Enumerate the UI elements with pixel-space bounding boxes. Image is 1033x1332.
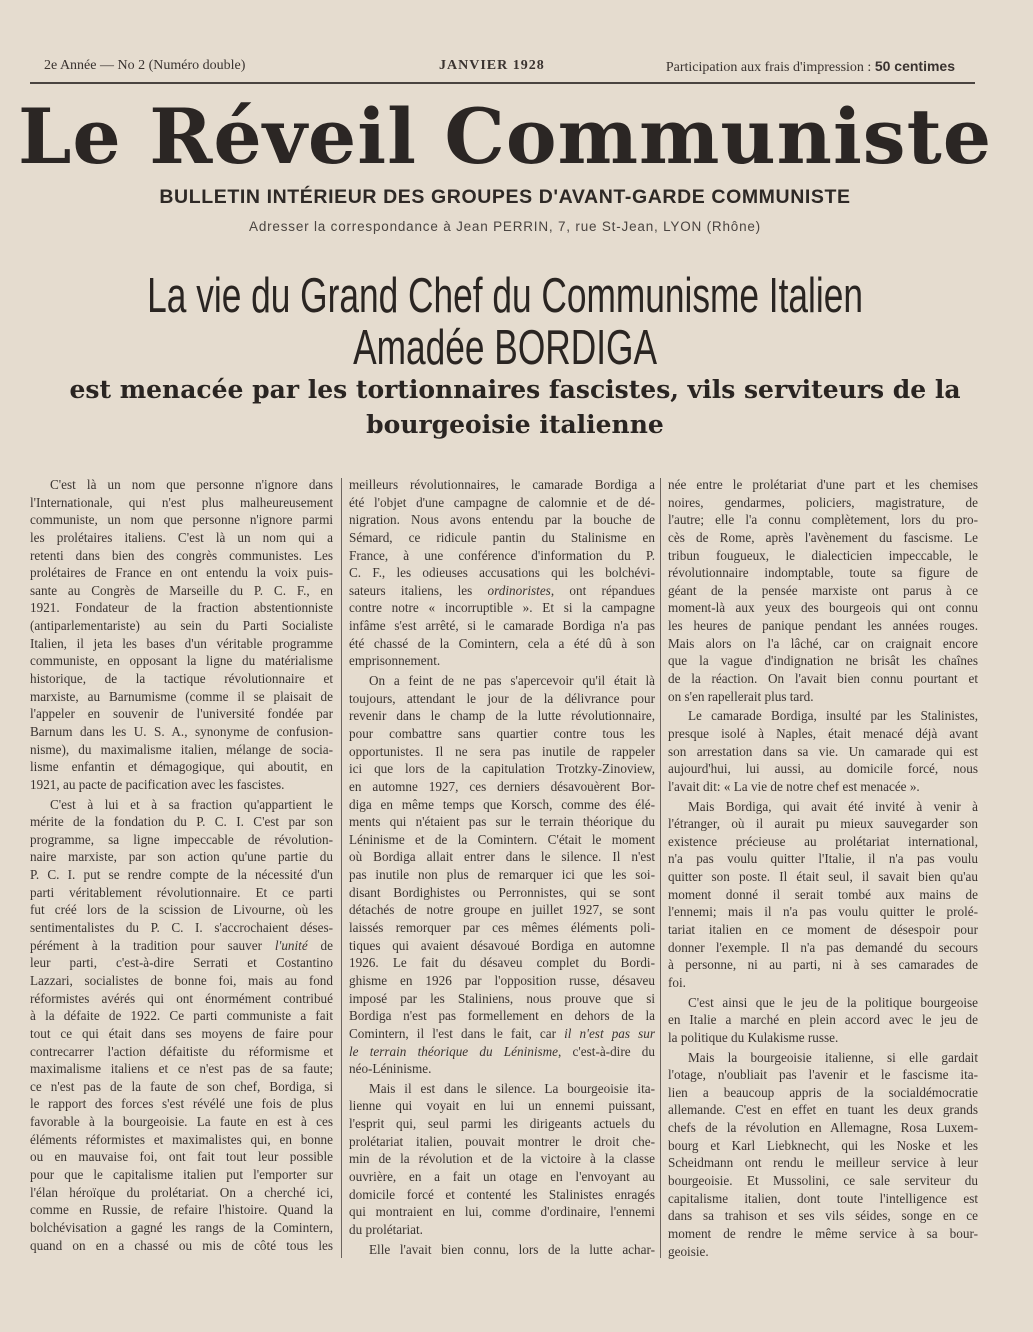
text-line: l'étranger, où il aurait pu mieux sauvegarder son (668, 816, 978, 832)
text-line: marxiste, au Barnumisme (comme il se plaisait de (30, 688, 333, 704)
article-paragraph (668, 1049, 978, 1261)
text-line: l'avait dit: « La vie de notre chef est menacée ». (668, 778, 920, 794)
text-line: prolétaires de France en ont entendu la voix puis- (30, 565, 333, 581)
article-paragraph (30, 476, 333, 794)
text-line: le rapport des forces s'est révélé une fois de plus (30, 1096, 333, 1112)
text-line: contre notre « incorruptible ». Et si la campagne (349, 600, 655, 616)
text-line: laissés remorquer par ces mêmes éléments poli- (349, 920, 655, 936)
text-line: imposé par les Staliniens, nous prouve que si (349, 990, 655, 1006)
text-line: Mais la bourgeoisie italienne, si elle gardait (688, 1049, 978, 1065)
article-paragraph (668, 798, 978, 992)
text-line: dans sa trahison et ses vils séides, songe en ce (668, 1208, 978, 1224)
text-line: 1921, au pacte de pacification avec les fascistes. (30, 776, 285, 792)
headline-line-1 (0, 268, 1010, 324)
text-line: Léninisme et de la Comintern. C'était le moment (349, 831, 655, 847)
text-line: ou en mauvaise foi, ont fait tout leur possible (30, 1149, 333, 1165)
text-line: fut créé lors de la scission de Livourne, où les (30, 902, 333, 918)
header-rule (30, 82, 975, 84)
text-line: communiste, un nom que personne n'ignore parmi (30, 512, 333, 528)
text-line: à la défaite de 1922. Ce parti communiste a fait (30, 1008, 333, 1024)
text-line: allemande. C'est en effet en tuant les deux grands (668, 1102, 978, 1118)
text-line: min de la révolution et de la victoire à la classe (349, 1151, 655, 1167)
text-line: l'esprit qui, seul parmi les dirigeants actuels du (349, 1116, 655, 1132)
text-line: France, à une conférence d'information du P. (349, 547, 655, 563)
text-line: quitter son poste. Il était seul, il savait bien qu'au (668, 869, 978, 885)
text-line: géant de la pensée marxiste ont parus à ce (668, 582, 978, 598)
text-line: que la vague d'indignation ne brisât les chaînes (668, 653, 978, 669)
text-line: C'est ainsi que le jeu de la politique bourgeoise (688, 994, 978, 1010)
text-line: tout ce qui était dans ses moyens de faire pour (30, 1025, 333, 1041)
text-line: tiques qui avaient désavoué Bordiga en automne (349, 937, 655, 953)
text-line: bourgeoisie. Et Mussolini, ce sale serviteur du (668, 1172, 978, 1188)
text-line: infâme s'est arrêté, si le camarade Bordiga n'a pas (349, 618, 655, 634)
text-line: en Italie a marché en plein accord avec le jeu de (668, 1012, 978, 1028)
text-line: pas inutile non plus de remarquer ici que les soi- (349, 867, 655, 883)
headline-text: La vie du Grand Chef du Communisme Italien (147, 269, 863, 323)
text-line: tariat italien en ce moment de désespoir pour (668, 922, 978, 938)
subheadline-line-2: bourgeoisie italienne (366, 410, 664, 439)
text-line: sentimentalistes du P. C. I. s'accrochaient déses- (30, 920, 333, 936)
text-line (30, 937, 333, 955)
text-line: contrecarrer l'action défaitiste du réformisme et (30, 1043, 333, 1059)
text-line: domicile forcé et contenté les Stalinistes enragés (349, 1186, 655, 1202)
text-line: favorable à la bourgeoisie. La faute en est à ces (30, 1114, 333, 1130)
text-line: C'est à lui et à sa fraction qu'appartient le (50, 796, 333, 812)
text-line: 1921. Fondateur de la fraction abstentionniste (30, 600, 333, 616)
text-line: Elle l'avait bien connu, lors de la lutte achar- (369, 1241, 655, 1257)
article-column-1 (30, 476, 333, 1256)
text-segment: Comintern, il l'est dans le fait, car (349, 1025, 565, 1041)
article-column-3 (668, 476, 978, 1262)
text-segment: , ont répandues (550, 582, 656, 598)
text-line: l'élan héroïque du prolétariat. On a cherché ici, (30, 1184, 333, 1200)
text-line: ouvrière, en a fait un otage en l'envoyant au (349, 1168, 655, 1184)
text-line: lisme enfantin et démagogique, qui aboutit, en (30, 759, 333, 775)
text-line: son arrestation dans sa vie. Un camarade qui est (668, 743, 978, 759)
text-line: Sémard, ce ridicule pantin du Stalinisme en (349, 529, 655, 545)
text-line: été chassé de la Comintern, cela a été dû à son (349, 635, 655, 651)
text-line: presque isolé à Naples, était menacé déjà avant (668, 725, 978, 741)
text-line: Lazzari, socialistes de bonne foi, mais au fond (30, 972, 333, 988)
text-line: moment de rendre le même service à sa bour- (668, 1225, 978, 1241)
text-line: foi. (668, 974, 686, 990)
issue-number: 2e Année — No 2 (Numéro double) (44, 58, 246, 73)
article-paragraph (668, 707, 978, 795)
text-line: 1926. Le fait du désaveu complet du Bordi- (349, 955, 655, 971)
text-line: l'otage, n'oubliait pas l'avenir et le fascisme ita- (668, 1067, 978, 1083)
text-line: les prolétaires italiens. C'est là un nom qui a (30, 529, 333, 545)
text-line: tribun fougueux, le dialecticien impeccable, le (668, 547, 978, 563)
headline-text: Amadée BORDIGA (353, 321, 657, 375)
text-line: bourg et Karl Liebknecht, qui les Noske et les (668, 1137, 978, 1153)
text-line: On a feint de ne pas s'apercevoir qu'il était là (369, 673, 655, 689)
text-line: on s'en rapellerait plus tard. (668, 688, 814, 704)
newspaper-title: Le Réveil Communiste (17, 92, 993, 181)
text-line: nisme), du maximalisme italien, mélange de socia- (30, 741, 333, 757)
text-line: aujourd'hui, lui aussi, au domicile forcé, nous (668, 761, 978, 777)
text-line: Italien, il jeta les bases d'un véritable programme (30, 635, 333, 651)
text-line: où Bordiga allait entrer dans le silence. Il n'est (349, 849, 655, 865)
issue-header (44, 58, 955, 78)
text-line: moment donné il serait tombé aux mains de (668, 886, 978, 902)
text-line: leur parti, c'est-à-dire Serrati et Costantino (30, 955, 333, 971)
text-line: C'est là un nom que personne n'ignore dans (50, 477, 333, 492)
text-segment: de (307, 937, 334, 953)
article-paragraph (349, 672, 655, 1078)
text-line: comme en Russie, de refaire l'histoire. Quand la (30, 1202, 333, 1218)
text-line: l'ennemi; mais il n'a pas voulu quitter le prolé- (668, 904, 978, 920)
text-line: qui montraient en lui, comme d'ordinaire, l'ennemi (349, 1204, 655, 1220)
text-line: en automne 1927, ces derniers désavouèrent Bor- (349, 778, 655, 794)
text-line: chefs de la révolution en Allemagne, Rosa Luxem- (668, 1120, 978, 1136)
text-line: ments qui n'étaient pas sur le terrain théorique du (349, 814, 655, 830)
text-line: cès de Rome, après l'avènement du fascisme. Le (668, 529, 978, 545)
text-line: lienne qui voyait en lui un ennemi puissant, (349, 1098, 655, 1114)
subheadline-line-1: est menacée par les tortionnaires fascistes, vils serviteurs de la (69, 375, 961, 404)
text-line: réformistes avérés qui ont énormément contribué (30, 990, 333, 1006)
article-paragraph (349, 1241, 655, 1259)
text-line: Mais Bordiga, qui avait été invité à venir à (688, 798, 978, 814)
italic-text: ordinoristes (487, 582, 551, 598)
text-line: bolchévisation a gagné les rangs de la Comintern, (30, 1219, 333, 1235)
text-line: l'Internationale, qui n'est plus malheureusement (30, 494, 333, 510)
text-line: parti véritablement révolutionnaire. Et ce parti (30, 884, 333, 900)
text-line (349, 582, 655, 600)
italic-text: il n'est pas sur (564, 1025, 655, 1041)
text-line: disant Bordighistes ou Perronnistes, qui se sont (349, 884, 655, 900)
text-line: historique, de la tactique révolutionnaire et (30, 671, 333, 687)
column-divider (341, 478, 342, 1258)
price-value: 50 centimes (874, 58, 955, 74)
text-line: du prolétariat. (349, 1221, 423, 1237)
article-column-2 (349, 476, 655, 1260)
text-segment: pérément à la tradition pour sauver (30, 937, 275, 953)
text-line: maximalisme italiens et ce n'est pas de sa faute; (30, 1061, 333, 1077)
text-line: prolétariat italien, pouvait montrer le droit che- (349, 1133, 655, 1149)
text-line: sante au Congrès de Marseille du P. C. F., en (30, 582, 333, 598)
italic-text: l'unité (274, 937, 308, 953)
newspaper-subtitle: BULLETIN INTÉRIEUR DES GROUPES D'AVANT-GARDE COMMUNISTE (159, 186, 851, 208)
text-line (349, 1025, 655, 1043)
text-line: éléments réformistes et maximalistes qui, en bonne (30, 1131, 333, 1147)
text-line: P. C. I. put se rendre compte de la nécessité d'un (30, 867, 333, 883)
article-paragraph (30, 796, 333, 1255)
text-line: pour que le capitalisme italien put l'emporter sur (30, 1166, 333, 1182)
text-line: ici que lors de la capitulation Trotzky-Zinoview, (349, 761, 655, 777)
text-line: meilleurs révolutionnaires, le camarade Bordiga a (349, 477, 655, 492)
text-line: C. F., les odieuses accusations qui les bolchévi- (349, 565, 655, 581)
text-line: mérite de la fondation du P. C. I. C'est par son (30, 814, 333, 830)
text-line: la politique du Kulakisme russe. (668, 1029, 839, 1045)
text-line: noires, gendarmes, policiers, magistrature, de (668, 494, 978, 510)
text-line: Mais il est dans le silence. La bourgeoisie ita- (369, 1080, 655, 1096)
text-line: diga en même temps que Korsch, comme des élé- (349, 796, 655, 812)
article-paragraph (668, 476, 978, 705)
article-paragraph (349, 476, 655, 670)
text-line: néo-Léninisme. (349, 1061, 432, 1077)
headline-line-2 (0, 320, 1010, 376)
text-line: née entre le prolétariat d'une part et les chemises (668, 477, 978, 492)
text-line: Scheidmann ont rendu le meilleur service à leur (668, 1155, 978, 1171)
text-line: naire marxiste, par son action qu'une partie du (30, 849, 333, 865)
text-line: révolutionnaire indomptable, toute sa figure de (668, 565, 978, 581)
text-line: existence précieuse au prolétariat international, (668, 833, 978, 849)
text-line: nigration. Nous avons entendu par la bouche de (349, 512, 655, 528)
column-divider (660, 478, 661, 1258)
text-line: (antiparlementariste) au sein du Parti Socialiste (30, 618, 333, 634)
text-line: donner l'exemple. Il n'a pas demandé du secours (668, 939, 978, 955)
text-line: Mais alors on l'a lâché, car on craignait encore (668, 635, 978, 651)
text-line: Le camarade Bordiga, insulté par les Stalinistes, (688, 708, 978, 724)
text-line: retenti dans bien des congrès communistes. Les (30, 547, 333, 563)
text-line: Bordiga n'est pas formellement en dehors de la (349, 1008, 655, 1024)
text-line: ghisme en 1926 par l'opposition russe, désaveu (349, 972, 655, 988)
text-segment: , c'est-à-dire du (558, 1043, 655, 1059)
italic-text: le terrain théorique du Léninisme (349, 1043, 559, 1059)
article-paragraph (668, 994, 978, 1047)
price-label: Participation aux frais d'impression : (665, 60, 872, 75)
article-paragraph (349, 1080, 655, 1239)
text-line: capitalisme italien, dont toute l'intelligence est (668, 1190, 978, 1206)
text-line: Barnum dans les U. S. A., synonyme de confusion- (30, 723, 333, 739)
issue-date: JANVIER 1928 (439, 58, 545, 73)
issue-price (666, 58, 955, 76)
text-line: l'autre; elle l'a connu complètement, lors du pro- (668, 512, 978, 528)
text-line: les heures de panique pendant les années rouges. (668, 618, 978, 634)
text-line: pour combattre sans quartier contre tous les (349, 725, 655, 741)
text-line: moment-là aux yeux des bourgeois qui ont connu (668, 600, 978, 616)
text-line: programme, sa ligne impeccable de révolution- (30, 831, 333, 847)
text-line: lien a beaucoup appris de la socialdémocratie (668, 1084, 978, 1100)
text-line: n'a pas voulu quitter l'Italie, il n'a pas voulu (668, 851, 978, 867)
text-line: geoisie. (668, 1243, 709, 1259)
text-segment: sateurs italiens, les (349, 582, 488, 598)
text-line: communiste, en opposant la ligne du matérialisme (30, 653, 333, 669)
text-line: détachés de notre groupe en juillet 1927, se sont (349, 902, 655, 918)
correspondence-address: Adresser la correspondance à Jean PERRIN, 7, rue St-Jean, LYON (Rhône) (249, 219, 761, 234)
text-line: de la réaction. On l'avait bien connu pourtant et (668, 671, 978, 687)
text-line: opportunistes. Il ne sera pas inutile de rappeler (349, 743, 655, 759)
text-line: été l'objet d'une campagne de calomnie et de dé- (349, 494, 655, 510)
text-line: emprisonnement. (349, 653, 441, 669)
text-line: l'appeler en souvenir de l'université fondée par (30, 706, 333, 722)
text-line: toujours, attendant le jour de la délivrance pour (349, 690, 655, 706)
text-line: revenir dans le champ de la lutte révolutionnaire, (349, 708, 655, 724)
text-line: ce n'est pas de la faute de son chef, Bordiga, si (30, 1078, 333, 1094)
text-line (349, 1043, 655, 1061)
text-line: à personne, ni au parti, ni à ses camarades de (668, 957, 978, 973)
text-line: quand on en a chassé ou mis de côté tous les (30, 1237, 333, 1253)
